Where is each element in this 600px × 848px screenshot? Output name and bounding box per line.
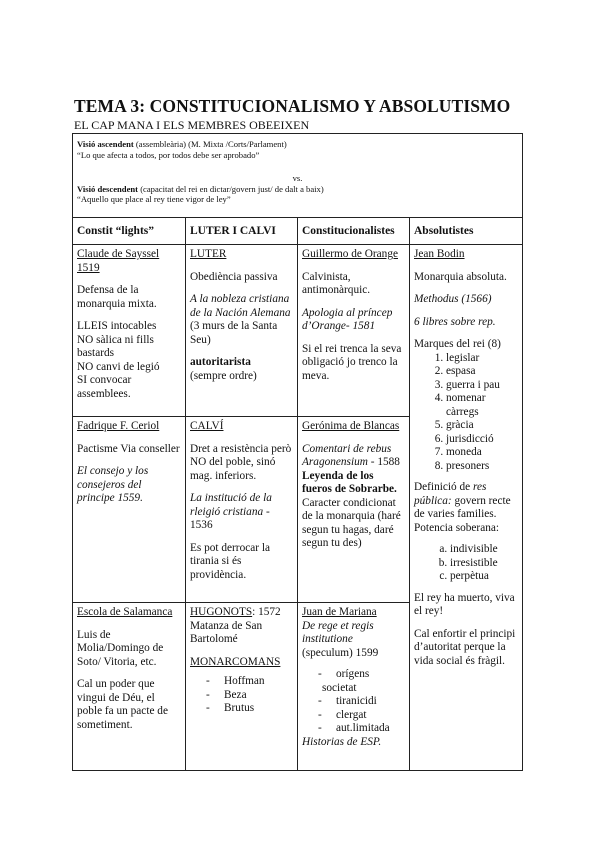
list-item: - Brutus: [210, 702, 293, 716]
topics-list: [302, 668, 405, 736]
author-name: Juan de Mariana: [302, 606, 377, 618]
author-name: Jean Bodin: [414, 248, 465, 260]
author-name: Guillermo de Orange: [302, 248, 398, 260]
list-item: - aut.limitada: [322, 722, 405, 736]
header-row: [73, 218, 523, 245]
column-header: Constitucionalistes: [298, 218, 410, 245]
column-header: Absolutistes: [410, 218, 523, 245]
author-name: LUTER: [190, 248, 227, 260]
document-subtitle: EL CAP MANA I ELS MEMBRES OBEEIXEN: [74, 118, 310, 132]
descendent-quote: “Aquello que place al rey tiene vigor de ley”: [77, 194, 231, 204]
versus-label: vs.: [292, 173, 303, 183]
members-list: [190, 675, 293, 716]
list-item: 5. gràcia: [446, 419, 518, 433]
author-name: HUGONOTS: [190, 606, 253, 618]
absolutistes-cell: Jean Bodin Monarquia absoluta. Methodus (1566) 6 libres sobre rep. Marques del rei (8) 1. legislar 2. espasa 3. guerra i pau 4. nomenar càrregs 5. gràcia 6. jurisdicció 7. moneda 8. presoners Definició de res pública: govern recte de varies families. Potencia soberana: a. indivisible b. irresistible c. perpètua El rey ha muerto, viva el rey! Cal enfortir el principi d’autoritat perque la vida social és fràgil.: [410, 245, 523, 771]
column-header: LUTER I CALVI: [186, 218, 298, 245]
list-item: 2. espasa: [446, 365, 518, 379]
list-item: - clergat: [322, 709, 405, 723]
author-name: Claude de Sayssel 1519: [77, 248, 160, 274]
sovereignty-list: [414, 543, 518, 584]
author-name: Escola de Salamanca: [77, 606, 173, 618]
list-item: - Hoffman: [210, 675, 293, 689]
intro-cell: [73, 134, 523, 218]
author-name: Gerónima de Blancas: [302, 420, 400, 432]
ascendent-line: Visió ascendent (assembleària) (M. Mixta /Corts/Parlament): [77, 139, 287, 149]
table-cell: Gerónima de Blancas Comentari de rebus Aragonensium - 1588 Leyenda de los fueros de Sobrarbe. Caracter condicionat de la monarquia (haré segun tu hagas, daré segun tu des): [298, 417, 410, 603]
table-cell: Guillermo de Orange Calvinista, antimonàrquic. Apologia al príncep d’Orange- 1581 Si el rei trenca la seva obligació jo trenco la meva.: [298, 245, 410, 417]
document-title: TEMA 3: CONSTITUCIONALISMO Y ABSOLUTISMO: [74, 96, 511, 116]
table-cell: Claude de Sayssel 1519 Defensa de la monarquia mixta. LLEIS intocables NO sàlica ni fills bastards NO canvi de legió SI convocar assemblees.: [73, 245, 186, 417]
author-name: Fadrique F. Ceriol: [77, 420, 160, 432]
list-item: 3. guerra i pau: [446, 379, 518, 393]
list-item: - orígens societat: [322, 668, 405, 695]
marks-list: [414, 352, 518, 474]
ascendent-quote: “Lo que afecta a todos, por todos debe ser aprobado”: [77, 149, 260, 160]
table-cell: Escola de Salamanca Luis de Molia/Domingo de Soto/ Vitoria, etc. Cal un poder que vingui de Déu, el poble fa un pacte de sometiment.: [73, 603, 186, 771]
author-name: CALVÍ: [190, 420, 224, 432]
column-header: Constit “lights”: [73, 218, 186, 245]
list-item: - Beza: [210, 689, 293, 703]
list-item: - tiranicidi: [322, 695, 405, 709]
table-row: [73, 245, 523, 417]
table-cell: LUTER Obediència passiva A la nobleza cristiana de la Nación Alemana (3 murs de la Santa Seu) autoritarista (sempre ordre): [186, 245, 298, 417]
descendent-line: Visió descendent (capacitat del rei en dictar/govern just/ de dalt a baix): [77, 183, 324, 194]
table-cell: CALVÍ Dret a resistència però NO del poble, sinó mag. inferiors. La institució de la rleigió cristiana - 1536 Es pot derrocar la tirania si és providència.: [186, 417, 298, 603]
table-cell: HUGONOTS: 1572 Matanza de San Bartolomé MONARCOMANS - Hoffman - Beza - Brutus: [186, 603, 298, 771]
table-cell: Fadrique F. Ceriol Pactisme Via conseller El consejo y los consejeros del principe 1559.: [73, 417, 186, 603]
comparison-table: [72, 133, 523, 771]
list-item: b. irresistible: [450, 557, 518, 571]
list-item: 1. legislar: [446, 352, 518, 366]
list-item: c. perpètua: [450, 570, 518, 584]
table-cell: Juan de Mariana De rege et regis institutione (speculum) 1599 - orígens societat - tiranicidi - clergat - aut.limitada Historias de ESP.: [298, 603, 410, 771]
list-item: 4. nomenar càrregs: [446, 392, 518, 419]
list-item: 7. moneda: [446, 446, 518, 460]
list-item: 8. presoners: [446, 460, 518, 474]
list-item: a. indivisible: [450, 543, 518, 557]
list-item: 6. jurisdicció: [446, 433, 518, 447]
